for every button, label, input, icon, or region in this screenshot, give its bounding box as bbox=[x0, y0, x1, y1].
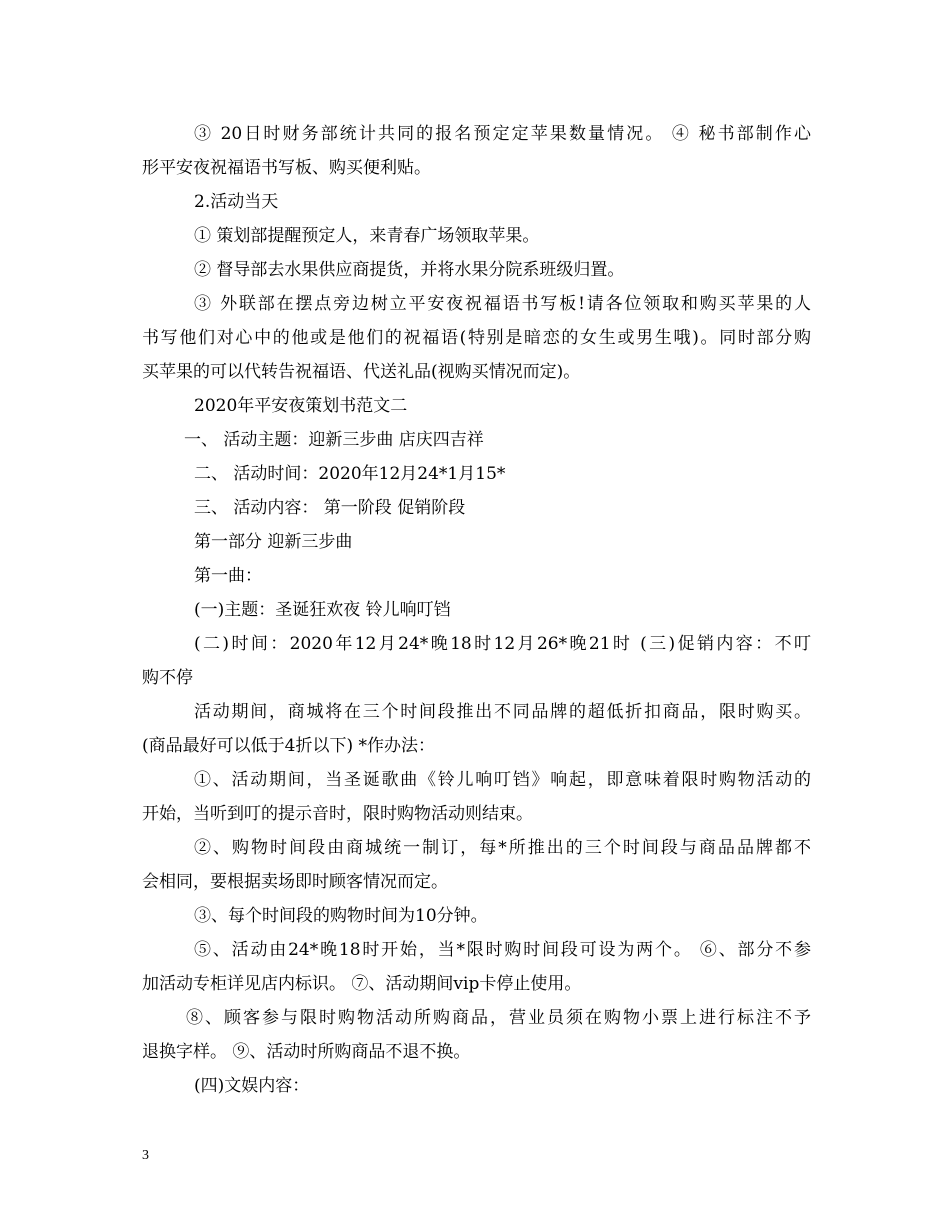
text-line: (二)时间：2020年12月24*晚18时12月26*晚21时 (三)促销内容：不叮 bbox=[194, 634, 811, 654]
text-line: 退换字样。 ⑨、活动时所购商品不退不换。 bbox=[142, 1042, 471, 1062]
text-line: 三、 活动内容： 第一阶段 促销阶段 bbox=[194, 498, 466, 518]
text-line: ①、活动期间，当圣诞歌曲《铃儿响叮铛》响起，即意味着限时购物活动的 bbox=[194, 770, 811, 790]
text-line: ③、每个时间段的购物时间为10分钟。 bbox=[194, 906, 488, 926]
text-line: 买苹果的可以代转告祝福语、代送礼品(视购买情况而定)。 bbox=[142, 362, 581, 382]
section-heading: 2.活动当天 bbox=[194, 192, 279, 212]
text-line: 加活动专柜详见店内标识。 ⑦、活动期间vip卡停止使用。 bbox=[142, 974, 582, 994]
text-line: ③ 20日时财务部统计共同的报名预定定苹果数量情况。 ④ 秘书部制作心 bbox=[194, 124, 811, 144]
text-line: 形平安夜祝福语书写板、购买便利贴。 bbox=[142, 158, 431, 178]
text-line: ⑤、活动由24*晚18时开始，当*限时购时间段可设为两个。 ⑥、部分不参 bbox=[194, 940, 811, 960]
text-line: ① 策划部提醒预定人，来青春广场领取苹果。 bbox=[194, 226, 540, 246]
text-line: 书写他们对心中的他或是他们的祝福语(特别是暗恋的女生或男生哦)。同时部分购 bbox=[142, 328, 811, 348]
text-line: (一)主题：圣诞狂欢夜 铃儿响叮铛 bbox=[194, 600, 451, 620]
text-line: 活动期间，商城将在三个时间段推出不同品牌的超低折扣商品，限时购买。 bbox=[194, 702, 811, 722]
text-line: ③ 外联部在摆点旁边树立平安夜祝福语书写板!请各位领取和购买苹果的人 bbox=[194, 294, 811, 314]
text-line: 开始，当听到叮的提示音时，限时购物活动则结束。 bbox=[142, 804, 533, 824]
text-line: ②、购物时间段由商城统一制订，每*所推出的三个时间段与商品品牌都不 bbox=[194, 838, 811, 858]
text-line: (四)文娱内容： bbox=[194, 1076, 310, 1096]
text-line: 二、 活动时间：2020年12月24*1月15* bbox=[194, 464, 506, 484]
section-heading: 2020年平安夜策划书范文二 bbox=[194, 396, 408, 416]
text-line: 购不停 bbox=[142, 668, 193, 688]
text-line: 第一部分 迎新三步曲 bbox=[194, 532, 353, 552]
text-line: 第一曲： bbox=[194, 566, 262, 586]
text-line: ② 督导部去水果供应商提货，并将水果分院系班级归置。 bbox=[194, 260, 625, 280]
text-line: 一、 活动主题：迎新三步曲 店庆四吉祥 bbox=[184, 430, 484, 450]
text-line: (商品最好可以低于4折以下) *作办法： bbox=[142, 736, 435, 756]
text-line: 会相同，要根据卖场即时顾客情况而定。 bbox=[142, 872, 448, 892]
text-line: ⑧、顾客参与限时购物活动所购商品，营业员须在购物小票上进行标注不予 bbox=[186, 1008, 811, 1028]
page-number: 3 bbox=[142, 1148, 149, 1163]
